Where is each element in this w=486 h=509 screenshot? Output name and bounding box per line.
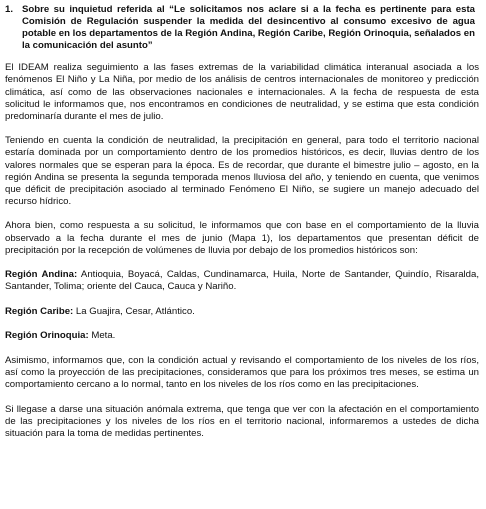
region-andina-text: Antioquia, Boyacá, Caldas, Cundinamarca, Huila, Norte de Santander, Quindío, Risaralda, Santander, Tolima; oriente del Cauca, Cauca y Nariño. bbox=[5, 269, 479, 293]
paragraph-anomaly-notice: Si llegase a darse una situación anómala extrema, que tenga que ver con la afectación en el comportamiento de las precipitaciones y los niveles de los ríos en el territorio nacional, informaremos a ustedes de dicha situación para la toma de medidas pertinentes. bbox=[5, 403, 479, 440]
question-item bbox=[5, 4, 479, 52]
region-orinoquia-text: Meta. bbox=[88, 330, 116, 342]
paragraph-river-levels: Asimismo, informamos que, con la condición actual y revisando el comportamiento de los niveles de los ríos, así como la proyección de las precipitaciones, consideramos que para los próximos tres meses, se estima un comportamiento cercano a lo normal, tanto en los niveles de los ríos como en las precipitaciones. bbox=[5, 355, 479, 391]
paragraph-ideam-monitoring: El IDEAM realiza seguimiento a las fases extremas de la variabilidad climática interanual asociada a los fenómenos El Niño y La Niña, por medio de los análisis de centros internacionales de monitoreo y predicción climática, así como de las observaciones nacionales e internacionales. A la fecha de respuesta de esta solicitud le informamos que, nos encontramos en condiciones de neutralidad, y se estima que esta condición predominaría durante el mes de julio. bbox=[5, 62, 479, 122]
region-andina-label: Región Andina: bbox=[5, 269, 78, 281]
region-caribe-text: La Guajira, Cesar, Atlántico. bbox=[73, 305, 195, 317]
region-orinoquia bbox=[5, 330, 479, 342]
region-andina bbox=[5, 269, 479, 293]
question-text: Sobre su inquietud referida al “Le solicitamos nos aclare si a la fecha es pertinente para esta Comisión de Regulación suspender la medida del desincentivo al consumo excesivo de agua potable en los departamentos de la Región Andina, Región Caribe, Región Orinoquia, señalados en la comunicación del asunto” bbox=[22, 4, 475, 52]
paragraph-deficit-departments: Ahora bien, como respuesta a su solicitud, le informamos que con base en el comportamiento de la lluvia observado a la fecha durante el mes de junio (Mapa 1), los departamentos que presentan déficit de precipitación por la recepción de volúmenes de lluvia por debajo de los promedios históricos son: bbox=[5, 220, 479, 256]
paragraph-neutrality: Teniendo en cuenta la condición de neutralidad, la precipitación en general, para todo el territorio nacional estaría dominada por un comportamiento dentro de los promedios históricos, es decir, lluvias dentro de los valores normales que se esperan para la época. Es de recordar, que durante el bimestre julio – agosto, en la región Andina se presenta la segunda temporada menos lluviosa del año, y teniendo en cuenta, que venimos que déficit de precipitación asociado al terminado Fenómeno El Niño, se sugiere un manejo adecuado del recurso hídrico. bbox=[5, 135, 479, 207]
region-orinoquia-label: Región Orinoquia: bbox=[5, 330, 89, 342]
region-caribe-label: Región Caribe: bbox=[5, 305, 74, 317]
region-caribe bbox=[5, 306, 479, 318]
document-page bbox=[5, 4, 479, 453]
question-number: 1. bbox=[5, 4, 14, 15]
